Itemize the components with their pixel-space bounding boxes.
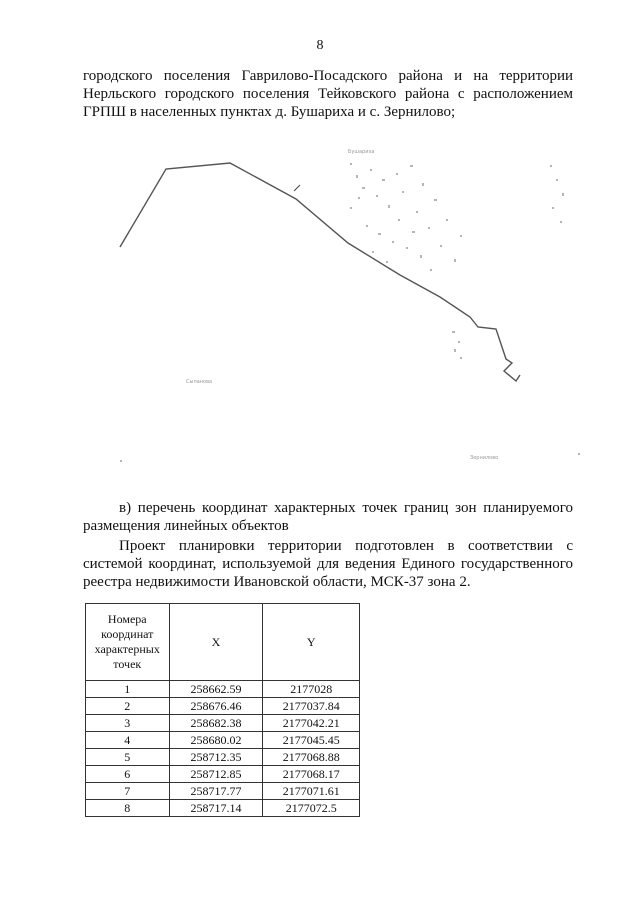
cell-y: 2177072.5 [263, 800, 360, 817]
table-row [86, 749, 360, 766]
map-label-bottom-right: Зернилово [470, 455, 499, 461]
table-row [86, 800, 360, 817]
header-point-number: Номера координат характерных точек [86, 604, 170, 681]
cell-point-number: 7 [86, 783, 170, 800]
coordinates-table [85, 603, 360, 817]
cell-y: 2177042.21 [263, 715, 360, 732]
page-number: 8 [316, 38, 324, 53]
map-label-left: Сыпанова [186, 379, 213, 385]
table-row [86, 766, 360, 783]
table-row [86, 715, 360, 732]
cell-point-number: 2 [86, 698, 170, 715]
body-paragraph: Проект планировки территории подготовлен в соответствии с системой координат, используемой для ведения Единого государственного реестра недвижимости Ивановской области, МСК-37 зона 2. [83, 538, 573, 590]
cell-point-number: 3 [86, 715, 170, 732]
route-map [110, 135, 590, 475]
header-x: X [169, 604, 263, 681]
cell-x: 258717.77 [169, 783, 263, 800]
cell-x: 258717.14 [169, 800, 263, 817]
cell-y: 2177045.45 [263, 732, 360, 749]
header-y: Y [263, 604, 360, 681]
cell-y: 2177028 [263, 681, 360, 698]
cell-y: 2177068.17 [263, 766, 360, 783]
cell-y: 2177071.61 [263, 783, 360, 800]
section-heading: в) перечень координат характерных точек границ зон планируемого размещения линейных объектов [83, 500, 573, 534]
cell-point-number: 8 [86, 800, 170, 817]
table-row [86, 681, 360, 698]
cell-y: 2177068.88 [263, 749, 360, 766]
table-header-row [86, 604, 360, 681]
settlement-speckles [120, 163, 580, 462]
cell-x: 258680.02 [169, 732, 263, 749]
cell-point-number: 5 [86, 749, 170, 766]
cell-x: 258676.46 [169, 698, 263, 715]
table-row [86, 783, 360, 800]
cell-x: 258712.85 [169, 766, 263, 783]
map-label-village: Бушариха [348, 149, 375, 155]
cell-point-number: 1 [86, 681, 170, 698]
cell-x: 258682.38 [169, 715, 263, 732]
pipeline-route [120, 163, 520, 381]
cell-y: 2177037.84 [263, 698, 360, 715]
cell-point-number: 4 [86, 732, 170, 749]
cell-x: 258662.59 [169, 681, 263, 698]
table-row [86, 698, 360, 715]
cell-point-number: 6 [86, 766, 170, 783]
table-row [86, 732, 360, 749]
cell-x: 258712.35 [169, 749, 263, 766]
route-tick [294, 185, 300, 191]
intro-paragraph: городского поселения Гаврилово-Посадского района и на территории Нерльского городского поселения Тейковского района с расположением ГРПШ в населенных пунктах д. Бушариха и с. Зернилово; [83, 68, 573, 120]
